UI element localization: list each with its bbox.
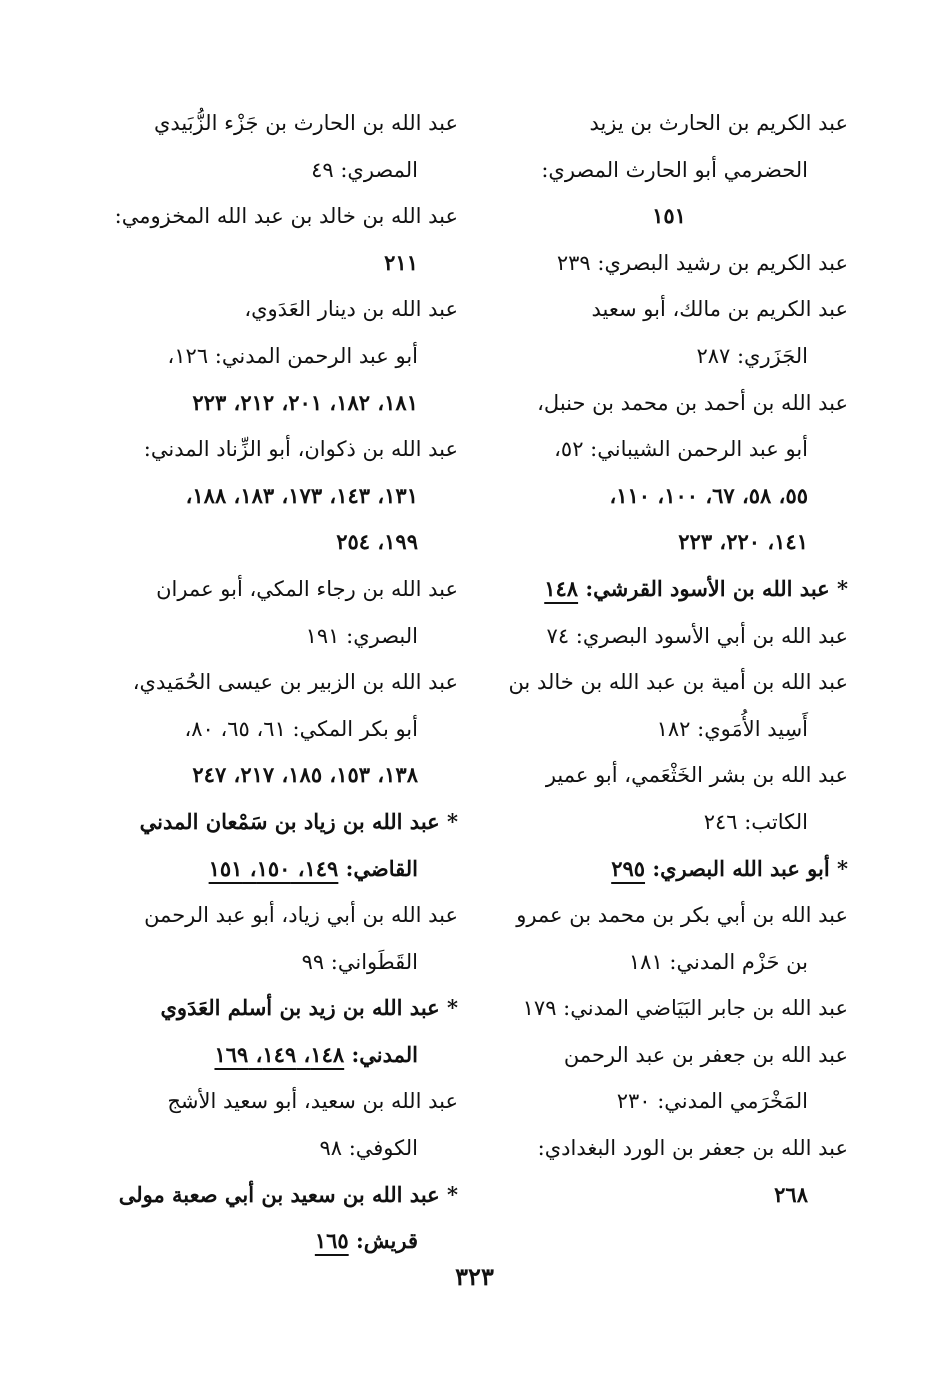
index-line-text: المصري: ٤٩ <box>311 157 418 182</box>
index-line-text: عبد الله بن ذكوان، أبو الزِّناد المدني: <box>143 437 458 462</box>
index-line-text: عبد الله بن الحارث بن جَزْء الزُّبَيدي <box>153 111 458 135</box>
index-line-text: عبد الله بن أبي الأسود البصري: ٧٤ <box>546 623 848 648</box>
index-line-text: * عبد الله بن سعيد بن أبي صعبة مولى <box>118 1181 458 1207</box>
index-line-text: ١٩٩، ٢٥٤ <box>336 529 418 555</box>
index-line-text: ١٣١، ١٤٣، ١٧٣، ١٨٣، ١٨٨، <box>185 482 418 508</box>
index-line-text: الجَزَري: ٢٨٧ <box>696 343 808 368</box>
index-line-text: ١٥١ <box>652 203 686 229</box>
index-line-text: ٢٦٨ <box>774 1181 808 1207</box>
index-line-text: عبد الكريم بن مالك، أبو سعيد <box>591 297 848 322</box>
underlined-page-refs: ١٤٩، ١٥٠، ١٥١ <box>208 855 339 881</box>
index-line <box>100 333 458 380</box>
index-line-text: عبد الله بن خالد بن عبد الله المخزومي: <box>114 204 458 229</box>
index-line-text: أبو بكر المكي: ٦١، ٦٥، ٨٠، <box>184 716 418 741</box>
index-line <box>100 380 458 427</box>
index-line <box>100 240 458 287</box>
index-line-text: المدني: <box>344 1041 418 1067</box>
index-line <box>490 706 848 753</box>
index-line-text: عبد الله بن جعفر بن عبد الرحمن <box>563 1042 848 1067</box>
index-line <box>490 752 848 799</box>
index-line <box>490 286 848 333</box>
underlined-page-refs: ١٤٨ <box>544 575 579 601</box>
index-line <box>100 939 458 986</box>
index-line-text: أَسِيد الأُمَوي: ١٨٢ <box>656 716 808 741</box>
index-line <box>490 333 848 380</box>
index-line <box>490 380 848 427</box>
index-line <box>100 426 458 473</box>
index-line <box>490 939 848 986</box>
underlined-page-refs: ١٤٨، ١٤٩، ١٦٩ <box>214 1041 345 1067</box>
index-line-text: * عبد الله بن زيد بن أسلم العَدَوي <box>160 995 458 1021</box>
index-line-text: عبد الله بن أبي بكر بن محمد بن عمرو <box>516 903 848 928</box>
index-line <box>490 659 848 706</box>
index-line <box>100 566 458 613</box>
index-line-text: الحضرمي أبو الحارث المصري: <box>541 157 808 182</box>
index-line <box>100 147 458 194</box>
index-line-text: الكوفي: ٩٨ <box>319 1136 418 1161</box>
index-line-text: ١٤١، ٢٢٠، ٢٢٣ <box>678 529 808 555</box>
left-column <box>100 100 458 1265</box>
index-line <box>100 1218 458 1265</box>
index-line-text: الكاتب: ٢٤٦ <box>703 809 808 834</box>
index-line <box>100 100 458 147</box>
index-line <box>100 193 458 240</box>
index-line <box>490 100 848 147</box>
index-line-text: * أبو عبد الله البصري: <box>645 855 848 881</box>
index-line <box>100 892 458 939</box>
index-line <box>490 147 848 194</box>
index-line-text: المَخْرَمي المدني: ٢٣٠ <box>616 1089 808 1114</box>
index-line-text: عبد الله بن أمية بن عبد الله بن خالد بن <box>508 670 848 695</box>
index-line <box>490 846 848 893</box>
index-line-text: أبو عبد الرحمن الشيباني: ٥٢، <box>554 437 808 462</box>
index-line <box>490 985 848 1032</box>
index-line-text: عبد الله بن سعيد، أبو سعيد الأشج <box>167 1089 458 1114</box>
index-line-text: البصري: ١٩١ <box>305 623 418 648</box>
index-line <box>490 1125 848 1172</box>
index-line <box>100 1078 458 1125</box>
index-line-text: القاضي: <box>338 855 418 881</box>
index-line-text: القَطَواني: ٩٩ <box>301 949 418 974</box>
page-number: ٣٢٣ <box>455 1262 494 1291</box>
index-line <box>100 752 458 799</box>
index-line-text: عبد الكريم بن رشيد البصري: ٢٣٩ <box>556 250 848 275</box>
index-line <box>490 193 848 240</box>
index-line <box>100 519 458 566</box>
index-line <box>490 892 848 939</box>
index-line <box>100 799 458 846</box>
index-line <box>490 473 848 520</box>
index-line-text: عبد الكريم بن الحارث بن يزيد <box>589 111 848 135</box>
index-line-text: عبد الله بن رجاء المكي، أبو عمران <box>156 576 458 601</box>
index-line <box>490 240 848 287</box>
underlined-page-refs: ١٦٥ <box>314 1228 349 1254</box>
index-line-text: ١٨١، ١٨٢، ٢٠١، ٢١٢، ٢٢٣ <box>192 389 418 415</box>
index-line <box>100 473 458 520</box>
index-line-text: ١٣٨، ١٥٣، ١٨٥، ٢١٧، ٢٤٧ <box>192 762 418 788</box>
underlined-page-refs: ٢٩٥ <box>611 855 646 881</box>
index-line <box>490 519 848 566</box>
index-line <box>100 1172 458 1219</box>
index-line-text: * عبد الله بن زياد بن سَمْعان المدني <box>139 808 458 834</box>
index-line <box>100 1125 458 1172</box>
index-line-text: قريش: <box>348 1228 418 1254</box>
index-line <box>490 1032 848 1079</box>
index-line-text: عبد الله بن جعفر بن الورد البغدادي: <box>537 1136 848 1161</box>
index-line-text: بن حَزْم المدني: ١٨١ <box>628 949 808 974</box>
index-line-text: عبد الله بن أحمد بن محمد بن حنبل، <box>537 390 848 415</box>
index-line-text: ٥٥، ٥٨، ٦٧، ١٠٠، ١١٠، <box>609 482 808 508</box>
index-line <box>100 613 458 660</box>
index-line <box>490 799 848 846</box>
index-line <box>490 1078 848 1125</box>
index-line <box>100 985 458 1032</box>
right-column <box>490 100 848 1218</box>
index-line-text: ٢١١ <box>384 249 418 275</box>
index-line <box>490 426 848 473</box>
index-line <box>100 1032 458 1079</box>
index-line <box>100 706 458 753</box>
index-line <box>100 286 458 333</box>
index-line-text: عبد الله بن جابر البَيَاضي المدني: ١٧٩ <box>522 996 848 1021</box>
index-line-text: * عبد الله بن الأسود القرشي: <box>578 575 848 601</box>
index-line-text: عبد الله بن أبي زياد، أبو عبد الرحمن <box>144 903 458 928</box>
index-line <box>490 613 848 660</box>
index-line-text: عبد الله بن بشر الخَثْعَمي، أبو عمير <box>545 763 848 788</box>
index-line <box>100 846 458 893</box>
index-line <box>490 1172 848 1219</box>
index-line <box>100 659 458 706</box>
index-line-text: عبد الله بن دينار العَدَوي، <box>244 297 458 322</box>
index-line-text: عبد الله بن الزبير بن عيسى الحُمَيدي، <box>132 670 458 695</box>
index-line-text: أبو عبد الرحمن المدني: ١٢٦، <box>167 343 418 368</box>
index-line <box>490 566 848 613</box>
